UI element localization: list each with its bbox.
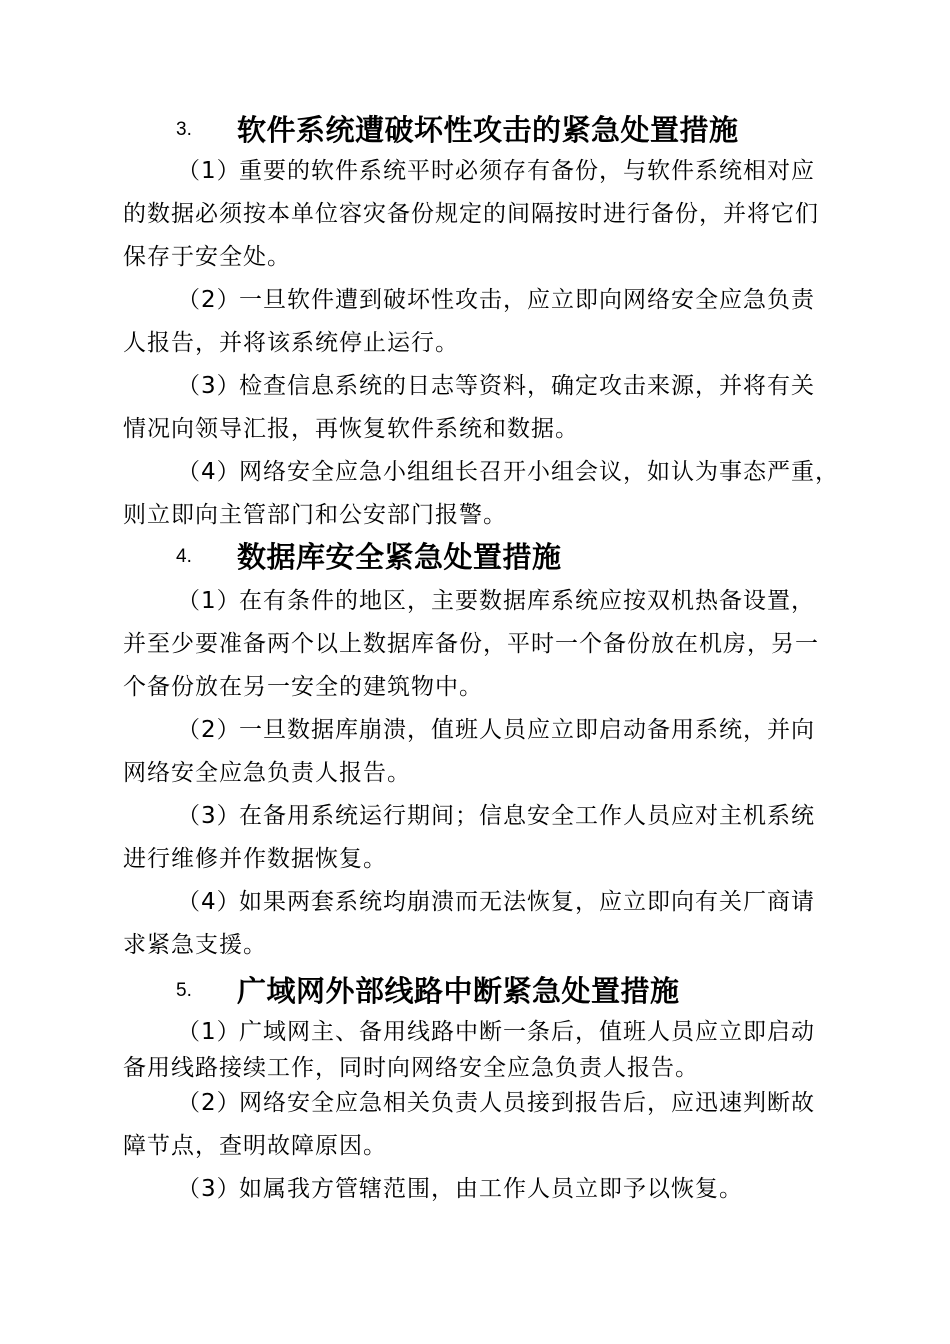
paragraph-line: 求紧急支援。 [123, 932, 267, 958]
section-number: 5. [176, 980, 192, 1001]
paragraph-4-2 [123, 709, 843, 795]
item-index: （3） [177, 803, 241, 829]
section-title: 数据库安全紧急处置措施 [237, 540, 562, 574]
paragraph-line: 进行维修并作数据恢复。 [123, 846, 387, 872]
item-index: （1） [177, 588, 241, 614]
paragraph-line: 网络安全应急小组组长召开小组会议，如认为事态严重， [239, 459, 839, 485]
paragraph-line: 如属我方管辖范围，由工作人员立即予以恢复。 [239, 1176, 743, 1202]
item-index: （2） [177, 287, 241, 313]
item-index: （1） [177, 1019, 241, 1045]
paragraph-line: 网络安全应急负责人报告。 [123, 760, 411, 786]
item-index: （4） [177, 459, 241, 485]
paragraph-line: 网络安全应急相关负责人员接到报告后，应迅速判断故 [239, 1090, 815, 1116]
item-index: （4） [177, 889, 241, 915]
paragraph-line: 的数据必须按本单位容灾备份规定的间隔按时进行备份，并将它们 [123, 201, 819, 227]
paragraph-line: 人报告，并将该系统停止运行。 [123, 330, 459, 356]
paragraph-line: 个备份放在另一安全的建筑物中。 [123, 674, 483, 700]
paragraph-line: 并至少要准备两个以上数据库备份，平时一个备份放在机房，另一 [123, 631, 819, 657]
paragraph-5-1 [123, 1014, 843, 1086]
paragraph-line: 如果两套系统均崩溃而无法恢复，应立即向有关厂商请 [239, 889, 815, 915]
paragraph-4-1 [123, 580, 843, 709]
item-index: （3） [177, 1176, 241, 1202]
paragraph-line: 障节点，查明故障原因。 [123, 1133, 387, 1159]
paragraph-line: 备用线路接续工作，同时向网络安全应急负责人报告。 [123, 1055, 699, 1081]
paragraph-line: 一旦数据库崩溃，值班人员应立即启动备用系统，并向 [239, 717, 815, 743]
paragraph-line: 广域网主、备用线路中断一条后，值班人员应立即启动 [239, 1019, 815, 1045]
paragraph-line: 在备用系统运行期间；信息安全工作人员应对主机系统 [239, 803, 815, 829]
item-index: （1） [177, 158, 241, 184]
section-number: 4. [176, 546, 192, 567]
paragraph-line: 则立即向主管部门和公安部门报警。 [123, 502, 507, 528]
item-index: （2） [177, 1090, 241, 1116]
paragraph-line: 情况向领导汇报，再恢复软件系统和数据。 [123, 416, 579, 442]
paragraph-line: 检查信息系统的日志等资料，确定攻击来源，并将有关 [239, 373, 815, 399]
paragraph-line: 重要的软件系统平时必须存有备份，与软件系统相对应 [239, 158, 815, 184]
paragraph-4-3 [123, 795, 843, 881]
paragraph-4-4 [123, 881, 843, 967]
section-title: 软件系统遭破坏性攻击的紧急处置措施 [237, 113, 739, 147]
paragraph-3-1 [123, 150, 843, 279]
item-index: （3） [177, 373, 241, 399]
paragraph-line: 保存于安全处。 [123, 244, 291, 270]
section-title: 广域网外部线路中断紧急处置措施 [237, 974, 680, 1008]
section-number: 3. [176, 119, 192, 140]
paragraph-3-4 [123, 451, 843, 537]
item-index: （2） [177, 717, 241, 743]
paragraph-3-3 [123, 365, 843, 451]
paragraph-5-3 [123, 1168, 843, 1211]
paragraph-5-2 [123, 1082, 843, 1168]
paragraph-line: 一旦软件遭到破坏性攻击，应立即向网络安全应急负责 [239, 287, 815, 313]
paragraph-3-2 [123, 279, 843, 365]
paragraph-line: 在有条件的地区，主要数据库系统应按双机热备设置， [239, 588, 815, 614]
